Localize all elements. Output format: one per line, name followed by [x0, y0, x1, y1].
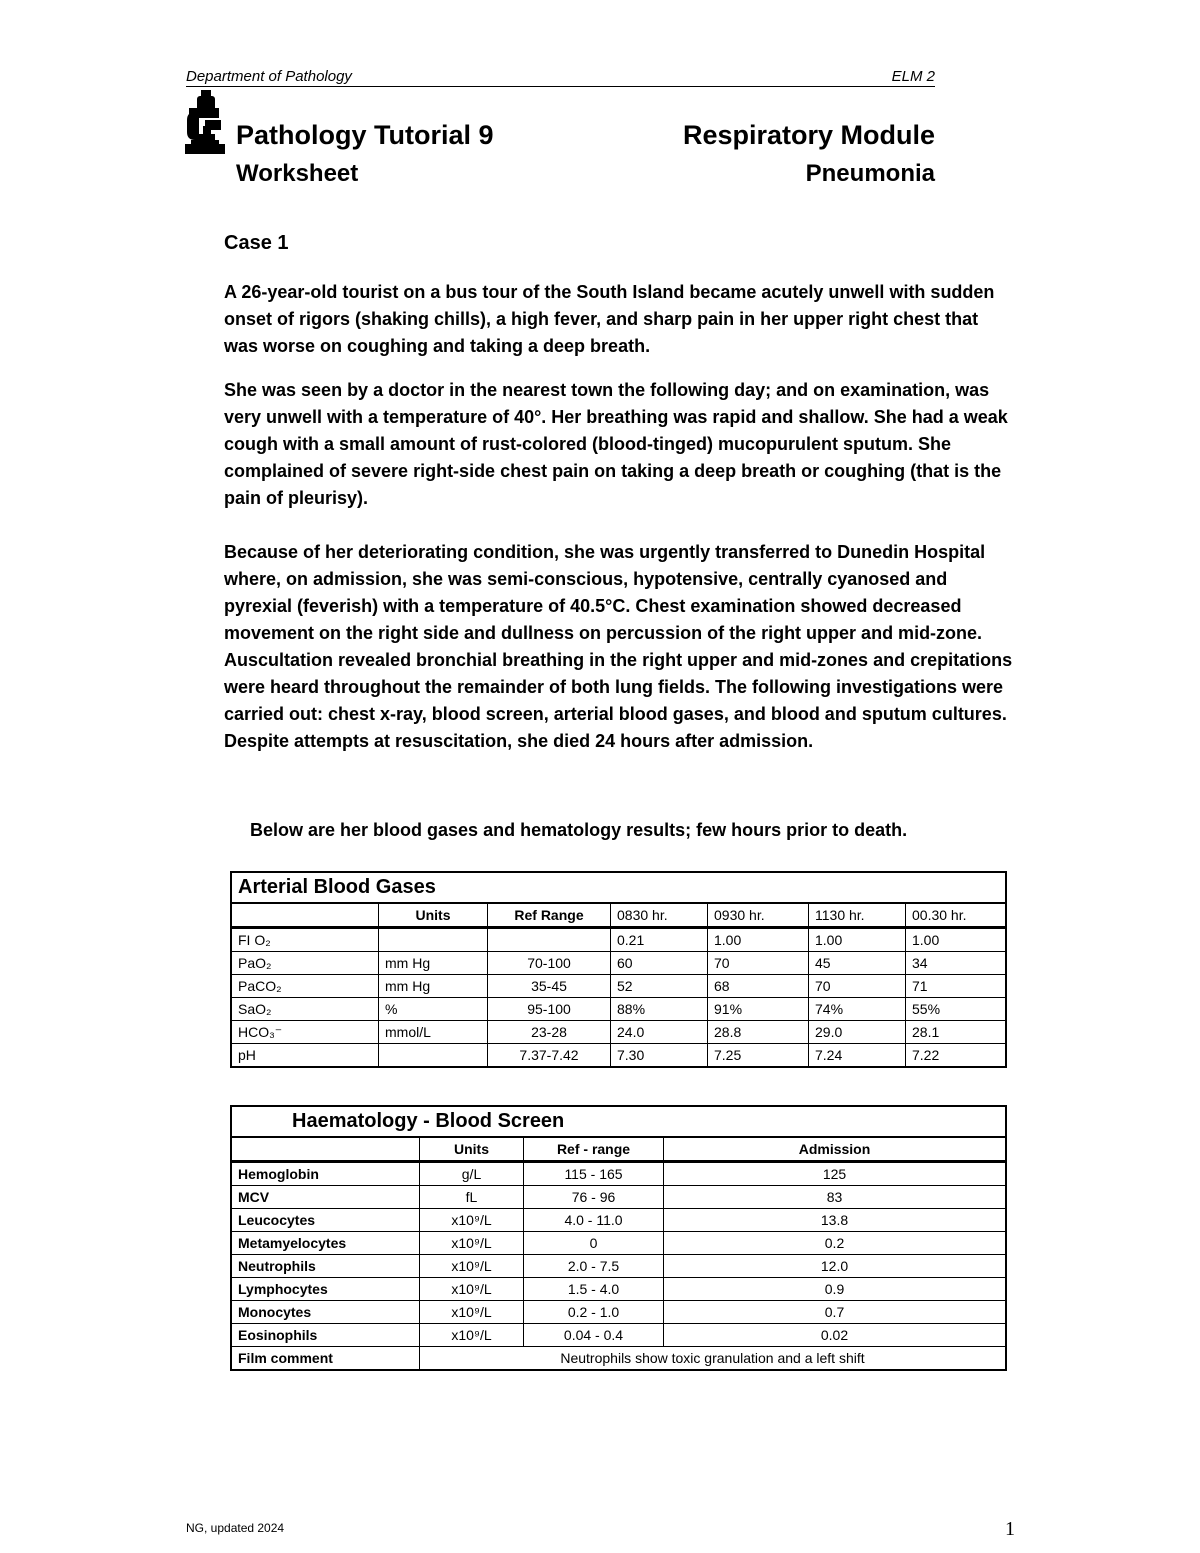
abg-value: 29.0: [809, 1021, 906, 1044]
film-comment-text: Neutrophils show toxic granulation and a left shift: [420, 1347, 1007, 1371]
hem-param: Neutrophils: [231, 1255, 420, 1278]
abg-table-title: Arterial Blood Gases: [231, 872, 1006, 903]
hem-param: Leucocytes: [231, 1209, 420, 1232]
abg-value: 70: [809, 975, 906, 998]
hem-ref: 2.0 - 7.5: [524, 1255, 664, 1278]
hem-ref: 115 - 165: [524, 1162, 664, 1186]
abg-units: mm Hg: [379, 975, 488, 998]
abg-ref: 7.37-7.42: [488, 1044, 611, 1068]
table-row: [231, 1278, 1006, 1301]
abg-param: FI O₂: [231, 928, 379, 952]
hem-param: Hemoglobin: [231, 1162, 420, 1186]
hem-admission: 0.02: [664, 1324, 1007, 1347]
table-row: [231, 1255, 1006, 1278]
hem-param: MCV: [231, 1186, 420, 1209]
abg-value: 1.00: [906, 928, 1007, 952]
abg-units: mmol/L: [379, 1021, 488, 1044]
abg-value: 7.30: [611, 1044, 708, 1068]
abg-value: 24.0: [611, 1021, 708, 1044]
table-row: [231, 1301, 1006, 1324]
abg-value: 34: [906, 952, 1007, 975]
hem-units: x10⁹/L: [420, 1301, 524, 1324]
abg-header-time: 0930 hr.: [708, 903, 809, 928]
case-paragraph-3: Because of her deteriorating condition, she was urgently transferred to Dunedin Hospital where, on admission, she was semi-conscious, hypotensive, centrally cyanosed and pyrexial (feverish) with a temperature of 40.5°C. Chest examination showed decreased movement on the right side and dullness on percussion of the right upper and mid-zone. Auscultation revealed bronchial breathing in the right upper and mid-zones and crepitations were heard throughout the remainder of both lung fields. The following investigations were carried out: chest x-ray, blood screen, arterial blood gases, and blood and sputum cultures. Despite attempts at resuscitation, she died 24 hours after admission.: [224, 542, 1013, 751]
abg-param: HCO₃⁻: [231, 1021, 379, 1044]
table-row: [231, 975, 1006, 998]
table-row: [231, 952, 1006, 975]
hem-units: x10⁹/L: [420, 1255, 524, 1278]
abg-value: 71: [906, 975, 1007, 998]
hem-units: x10⁹/L: [420, 1278, 524, 1301]
abg-header-time: 1130 hr.: [809, 903, 906, 928]
abg-value: 0.21: [611, 928, 708, 952]
table-row: [231, 1186, 1006, 1209]
table-row: [231, 998, 1006, 1021]
hem-param: Eosinophils: [231, 1324, 420, 1347]
abg-header-ref: Ref Range: [488, 903, 611, 928]
header-divider: [186, 86, 935, 87]
hem-admission: 125: [664, 1162, 1007, 1186]
table-row: [231, 1347, 1006, 1371]
abg-header-blank: [231, 903, 379, 928]
hem-units: x10⁹/L: [420, 1324, 524, 1347]
hem-ref: 0: [524, 1232, 664, 1255]
abg-value: 28.1: [906, 1021, 1007, 1044]
hem-header-ref: Ref - range: [524, 1137, 664, 1162]
abg-ref: 35-45: [488, 975, 611, 998]
hem-admission: 12.0: [664, 1255, 1007, 1278]
abg-value: 88%: [611, 998, 708, 1021]
haematology-table: [230, 1105, 1007, 1371]
hem-admission: 0.7: [664, 1301, 1007, 1324]
table-row: [231, 1162, 1006, 1186]
abg-units: mm Hg: [379, 952, 488, 975]
hem-units: fL: [420, 1186, 524, 1209]
hem-header-admission: Admission: [664, 1137, 1007, 1162]
abg-value: 7.25: [708, 1044, 809, 1068]
arterial-blood-gases-table: [230, 871, 1007, 1068]
table-row: [231, 1209, 1006, 1232]
case-paragraph-1: A 26-year-old tourist on a bus tour of the South Island became acutely unwell with sudden onset of rigors (shaking chills), a high fever, and sharp pain in her upper right chest that was worse on coughing and taking a deep breath.: [224, 282, 995, 356]
abg-ref: [488, 928, 611, 952]
department-label: Department of Pathology: [186, 68, 352, 85]
abg-param: PaCO₂: [231, 975, 379, 998]
abg-value: 60: [611, 952, 708, 975]
abg-value: 7.22: [906, 1044, 1007, 1068]
hem-param: Lymphocytes: [231, 1278, 420, 1301]
hem-admission: 83: [664, 1186, 1007, 1209]
abg-value: 91%: [708, 998, 809, 1021]
table-row: [231, 1324, 1006, 1347]
case-heading: Case 1: [224, 232, 289, 254]
abg-ref: 70-100: [488, 952, 611, 975]
abg-header-units: Units: [379, 903, 488, 928]
abg-ref: 95-100: [488, 998, 611, 1021]
abg-value: 74%: [809, 998, 906, 1021]
hem-units: g/L: [420, 1162, 524, 1186]
abg-units: %: [379, 998, 488, 1021]
abg-value: 1.00: [708, 928, 809, 952]
table-row: [231, 1232, 1006, 1255]
hem-units: x10⁹/L: [420, 1232, 524, 1255]
page-number: 1: [1005, 1518, 1015, 1540]
abg-units: [379, 1044, 488, 1068]
hem-param: Metamyelocytes: [231, 1232, 420, 1255]
hem-ref: 1.5 - 4.0: [524, 1278, 664, 1301]
course-code: ELM 2: [891, 68, 935, 85]
hem-header-units: Units: [420, 1137, 524, 1162]
abg-ref: 23-28: [488, 1021, 611, 1044]
abg-value: 52: [611, 975, 708, 998]
abg-param: pH: [231, 1044, 379, 1068]
tutorial-title: Pathology Tutorial 9: [236, 120, 494, 150]
abg-value: 70: [708, 952, 809, 975]
abg-param: PaO₂: [231, 952, 379, 975]
abg-value: 45: [809, 952, 906, 975]
hem-ref: 0.04 - 0.4: [524, 1324, 664, 1347]
abg-value: 55%: [906, 998, 1007, 1021]
topic-subtitle: Pneumonia: [805, 160, 935, 187]
worksheet-subtitle: Worksheet: [236, 160, 359, 187]
hem-param: Monocytes: [231, 1301, 420, 1324]
abg-value: 7.24: [809, 1044, 906, 1068]
abg-value: 68: [708, 975, 809, 998]
case-paragraph-2: She was seen by a doctor in the nearest town the following day; and on examination, was very unwell with a temperature of 40°. Her breathing was rapid and shallow. She had a weak cough with a small amount of rust-colored (blood-tinged) mucopurulent sputum. She complained of severe right-side chest pain on taking a deep breath or coughing (that is the pain of pleurisy).: [224, 380, 1008, 508]
film-comment-label: Film comment: [231, 1347, 420, 1371]
footer-note: NG, updated 2024: [186, 1521, 285, 1535]
abg-value: 1.00: [809, 928, 906, 952]
hem-table-title: Haematology - Blood Screen: [231, 1106, 1006, 1137]
hem-ref: 0.2 - 1.0: [524, 1301, 664, 1324]
abg-value: 28.8: [708, 1021, 809, 1044]
hem-ref: 4.0 - 11.0: [524, 1209, 664, 1232]
table-row: [231, 1044, 1006, 1068]
hem-header-blank: [231, 1137, 420, 1162]
hem-ref: 76 - 96: [524, 1186, 664, 1209]
module-title: Respiratory Module: [682, 120, 935, 150]
abg-header-time: 0830 hr.: [611, 903, 708, 928]
hem-admission: 0.2: [664, 1232, 1007, 1255]
hem-admission: 13.8: [664, 1209, 1007, 1232]
abg-header-time: 00.30 hr.: [906, 903, 1007, 928]
hem-units: x10⁹/L: [420, 1209, 524, 1232]
abg-param: SaO₂: [231, 998, 379, 1021]
results-intro: Below are her blood gases and hematology results; few hours prior to death.: [250, 820, 908, 840]
table-row: [231, 928, 1006, 952]
abg-units: [379, 928, 488, 952]
microscope-icon: [185, 90, 225, 156]
table-row: [231, 1021, 1006, 1044]
hem-admission: 0.9: [664, 1278, 1007, 1301]
